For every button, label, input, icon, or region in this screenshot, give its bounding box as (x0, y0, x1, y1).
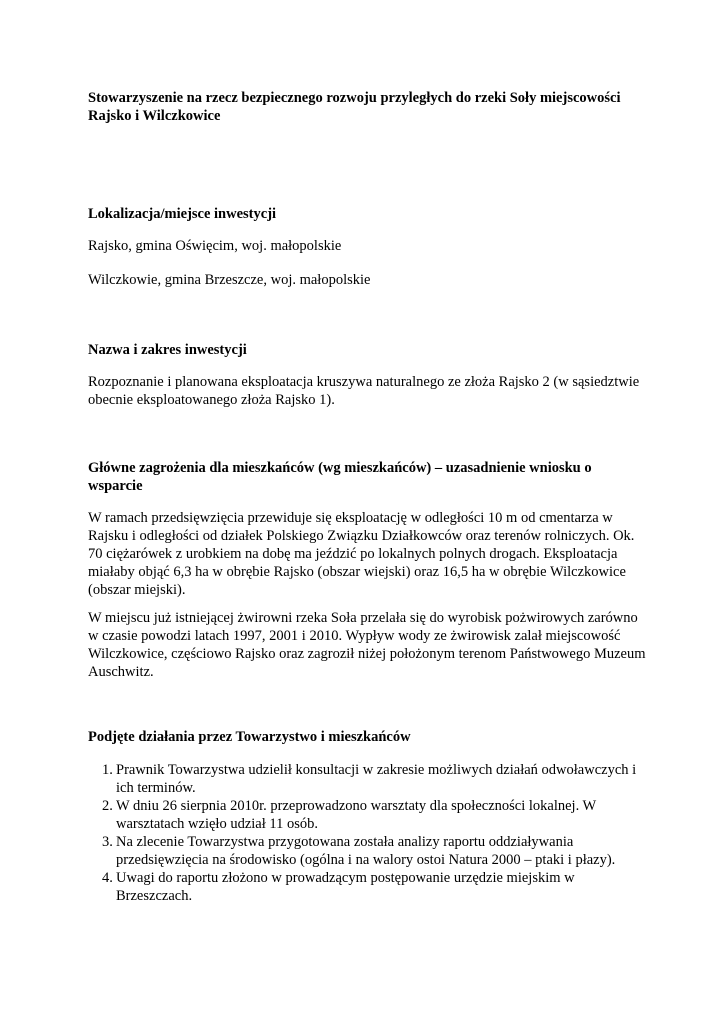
location-heading: Lokalizacja/miejsce inwestycji (88, 206, 277, 222)
threats-paragraph-2: W miejscu już istniejącej żwirowni rzeka Soła przelała się do wyrobisk pożwirowych zarówno w czasie powodzi latach 1997, 2001 i 2010. Wypływ wody ze żwirowisk zalał miejscowość Wilczkowice, częściowo Rajsko oraz zagroził niżej położonym terenom Państwowego Muzeum Auschwitz. (88, 610, 646, 680)
list-item (88, 833, 648, 869)
list-item-text: Prawnik Towarzystwa udzielił konsultacji w zakresie możliwych działań odwoławczych i ich terminów. (116, 762, 637, 796)
investment-text: Rozpoznanie i planowana eksploatacja kruszywa naturalnego ze złoża Rajsko 2 (w sąsiedztwie obecnie eksploatowanego złoża Rajsko 1). (88, 374, 640, 408)
location-line-rajsko: Rajsko, gmina Oświęcim, woj. małopolskie (88, 238, 342, 254)
actions-heading: Podjęte działania przez Towarzystwo i mieszkańców (88, 729, 411, 745)
investment-heading: Nazwa i zakres inwestycji (88, 342, 247, 358)
list-item-number: 4. (102, 870, 113, 886)
location-line-wilczkowie: Wilczkowie, gmina Brzeszcze, woj. małopolskie (88, 272, 371, 288)
list-item-text: Na zlecenie Towarzystwa przygotowana została analizy raportu oddziaływania przedsięwzięcia na środowisko (ogólna i na walory ostoi Natura 2000 – ptaki i płazy). (116, 834, 616, 868)
actions-list (88, 761, 648, 905)
list-item (88, 869, 648, 905)
threats-paragraph-1: W ramach przedsięwzięcia przewiduje się eksploatację w odległości 10 m od cmentarza w Rajsku i odległości od działek Polskiego Związku Działkowców oraz terenów rolniczych. Ok. 70 ciężarówek z urobkiem na dobę ma jeździć po lokalnych polnych drogach. Eksploatacja miałaby objąć 6,3 ha w obrębie Rajsko (obszar wiejski) oraz 16,5 ha w obrębie Wilczkowice (obszar miejski). (88, 510, 635, 598)
document-title: Stowarzyszenie na rzecz bezpiecznego rozwoju przyległych do rzeki Soły miejscowości Rajsko i Wilczkowice (88, 90, 621, 124)
list-item-text: Uwagi do raportu złożono w prowadzącym postępowanie urzędzie miejskim w Brzeszczach. (116, 870, 575, 904)
list-item-number: 1. (102, 762, 113, 778)
list-item (88, 761, 648, 797)
list-item (88, 797, 648, 833)
list-item-number: 3. (102, 834, 113, 850)
list-item-text: W dniu 26 sierpnia 2010r. przeprowadzono warsztaty dla społeczności lokalnej. W warsztatach wzięło udział 11 osób. (116, 798, 596, 832)
threats-heading: Główne zagrożenia dla mieszkańców (wg mieszkańców) – uzasadnienie wniosku o wsparcie (88, 460, 592, 494)
list-item-number: 2. (102, 798, 113, 814)
